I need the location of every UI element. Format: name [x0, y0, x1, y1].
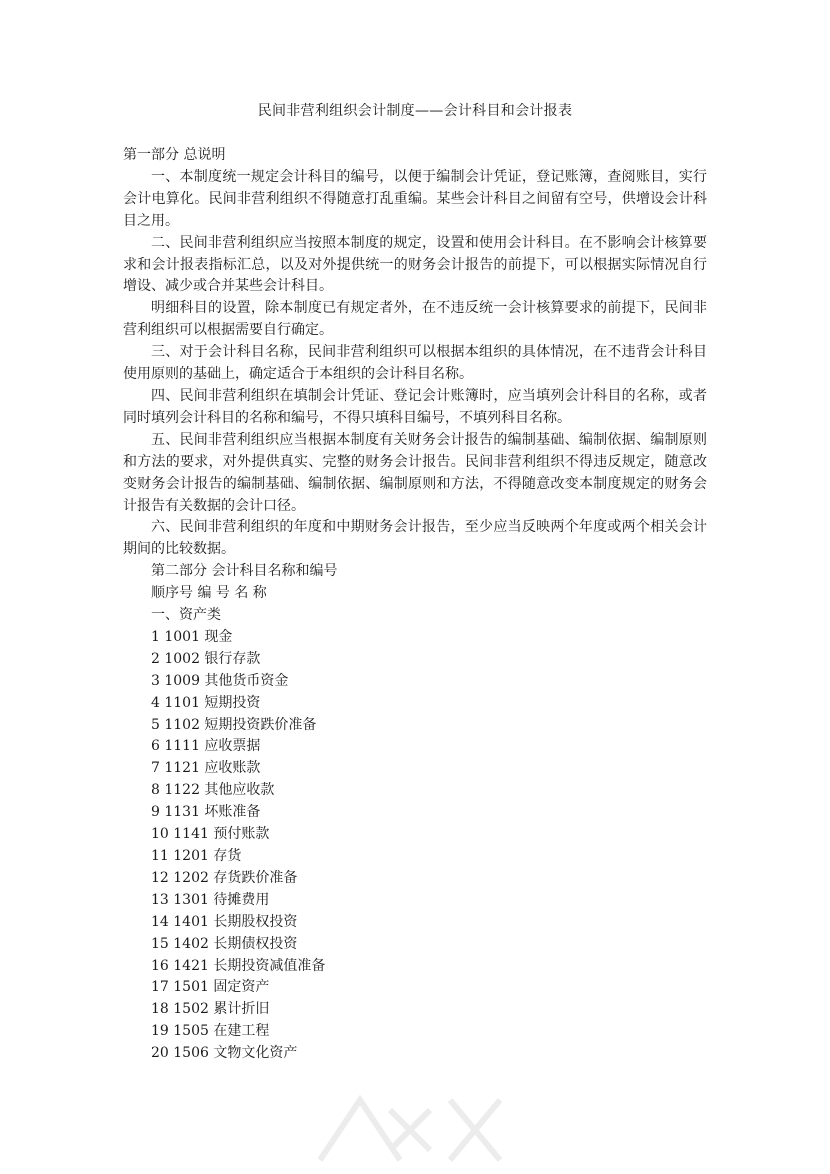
account-row: 20 1506 文物文化资产	[151, 1045, 298, 1062]
account-row: 14 1401 长期股权投资	[151, 913, 298, 930]
paragraph: 五、民间非营利组织应当根据本制度有关财务会计报告的编制基础、编制依据、编制原则和方法的要求，对外提供真实、完整的财务会计报告。民间非营利组织不得违反规定，随意改变财务会计报告的编制基础、编制依据、编制原则和方法，不得随意改变本制度规定的财务会计报告有关数据的会计口径。	[123, 431, 707, 514]
account-row: 15 1402 长期债权投资	[151, 935, 298, 952]
account-row: 13 1301 待摊费用	[151, 891, 270, 908]
category-heading: 一、资产类	[151, 607, 221, 624]
document-body	[123, 145, 707, 1065]
account-row: 18 1502 累计折旧	[151, 1001, 270, 1018]
paragraph: 六、民间非营利组织的年度和中期财务会计报告，至少应当反映两个年度或两个相关会计期间的比较数据。	[123, 519, 707, 558]
account-row: 16 1421 长期投资减值准备	[151, 957, 326, 974]
account-row: 8 1122 其他应收款	[151, 782, 275, 799]
part2-heading: 第二部分 会计科目名称和编号	[151, 563, 338, 580]
part1-heading: 第一部分 总说明	[123, 147, 226, 163]
paragraph: 明细科目的设置，除本制度已有规定者外，在不违反统一会计核算要求的前提下，民间非营利组织可以根据需要自行确定。	[123, 300, 707, 339]
account-row: 3 1009 其他货币资金	[151, 672, 289, 689]
account-row: 10 1141 预付账款	[151, 826, 270, 843]
account-row: 2 1002 银行存款	[151, 650, 261, 667]
account-row: 12 1202 存货跌价准备	[151, 869, 298, 886]
account-row: 11 1201 存货	[151, 848, 242, 864]
account-row: 19 1505 在建工程	[151, 1023, 270, 1040]
watermark-icon	[300, 1080, 520, 1170]
paragraph: 四、民间非营利组织在填制会计凭证、登记会计账簿时，应当填列会计科目的名称，或者同时填列会计科目的名称和编号，不得只填科目编号，不填列科目名称。	[123, 387, 707, 426]
account-row: 1 1001 现金	[151, 628, 233, 645]
account-row: 9 1131 坏账准备	[151, 804, 261, 821]
paragraph: 一、本制度统一规定会计科目的编号，以便于编制会计凭证，登记账簿，查阅账目，实行会计电算化。民间非营利组织不得随意打乱重编。某些会计科目之间留有空号，供增设会计科目之用。	[123, 168, 707, 229]
account-row: 5 1102 短期投资跌价准备	[151, 716, 317, 733]
account-list	[123, 627, 707, 1065]
account-row: 6 1111 应收票据	[151, 738, 261, 755]
document-title: 民间非营利组织会计制度——会计科目和会计报表	[257, 103, 573, 119]
account-row: 7 1121 应收账款	[151, 760, 261, 777]
paragraph: 三、对于会计科目名称，民间非营利组织可以根据本组织的具体情况，在不违背会计科目使用原则的基础上，确定适合于本组织的会计科目名称。	[123, 344, 707, 383]
paragraph: 二、民间非营利组织应当按照本制度的规定，设置和使用会计科目。在不影响会计核算要求和会计报表指标汇总，以及对外提供统一的财务会计报告的前提下，可以根据实际情况自行增设、减少或合并某些会计科目。	[123, 234, 707, 295]
table-header: 顺序号 编 号 名 称	[151, 585, 267, 602]
account-row: 4 1101 短期投资	[151, 694, 261, 711]
account-row: 17 1501 固定资产	[151, 979, 270, 996]
